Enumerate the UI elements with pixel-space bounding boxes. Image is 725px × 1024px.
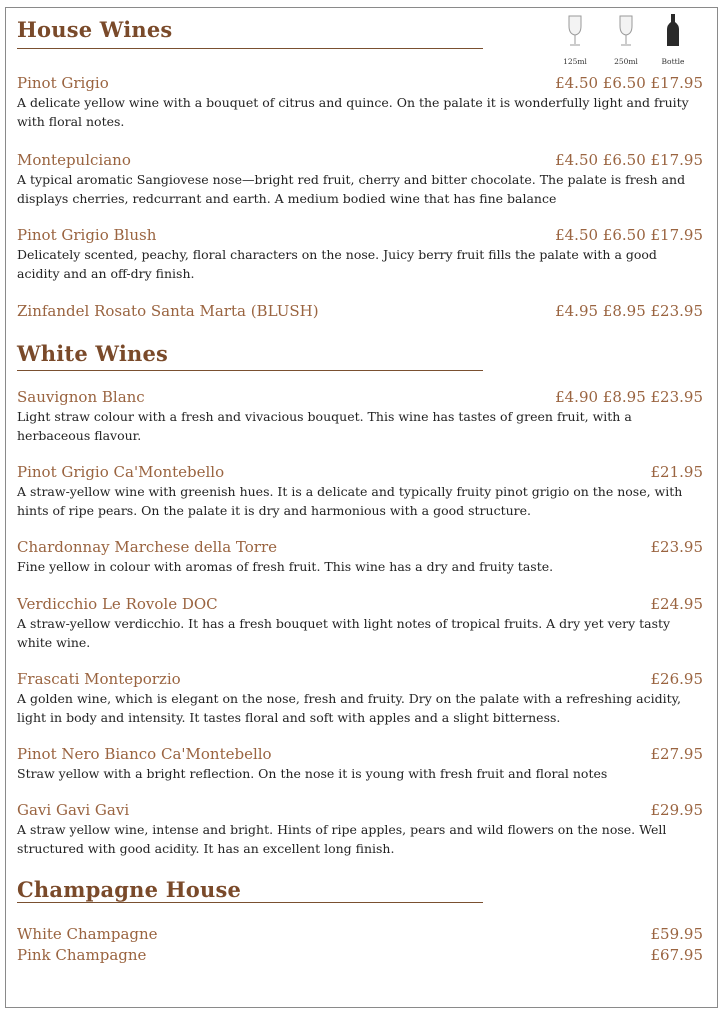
item-price: £23.95 bbox=[650, 538, 703, 556]
item-description: Delicately scented, peachy, floral characters on the nose. Juicy berry fruit fills the palate with a good acidity and an off-dry finish. bbox=[17, 247, 657, 281]
champagne-heading: Champagne House bbox=[17, 877, 242, 902]
item-name: Pink Champagne bbox=[17, 946, 147, 964]
menu-item bbox=[17, 595, 703, 652]
item-price: £29.95 bbox=[650, 801, 703, 819]
wine-glass-small-icon bbox=[557, 14, 593, 52]
item-name: Pinot Grigio Blush bbox=[17, 226, 157, 244]
size-label-bottle: Bottle bbox=[661, 57, 685, 66]
item-description: A straw-yellow wine with greenish hues. It is a delicate and typically fruity pinot grigio on the nose, with hints of ripe pears. On the palate it is dry and harmonious with a good structure. bbox=[17, 484, 683, 518]
item-price: £4.50 £6.50 £17.95 bbox=[555, 151, 703, 169]
champagne-rule bbox=[17, 902, 483, 903]
menu-item bbox=[17, 302, 703, 320]
item-price: £26.95 bbox=[650, 670, 703, 688]
menu-item bbox=[17, 151, 703, 208]
item-price: £4.95 £8.95 £23.95 bbox=[555, 302, 703, 320]
wine-glass-large-icon bbox=[608, 14, 644, 52]
item-name: White Champagne bbox=[17, 925, 158, 943]
item-name: Gavi Gavi Gavi bbox=[17, 801, 130, 819]
item-price: £4.50 £6.50 £17.95 bbox=[555, 74, 703, 92]
item-price: £21.95 bbox=[650, 463, 703, 481]
item-price: £59.95 bbox=[650, 925, 703, 943]
item-description: A straw-yellow verdicchio. It has a fresh bouquet with light notes of tropical fruits. A dry yet very tasty white wine. bbox=[17, 616, 671, 650]
size-label-125ml: 125ml bbox=[563, 57, 587, 66]
menu-item bbox=[17, 925, 703, 943]
white-wines-rule bbox=[17, 370, 483, 371]
menu-item bbox=[17, 670, 703, 727]
item-price: £67.95 bbox=[650, 946, 703, 964]
item-name: Chardonnay Marchese della Torre bbox=[17, 538, 278, 556]
item-price: £4.90 £8.95 £23.95 bbox=[555, 388, 703, 406]
menu-item bbox=[17, 388, 703, 445]
menu-item bbox=[17, 74, 703, 131]
item-description: Fine yellow in colour with aromas of fresh fruit. This wine has a dry and fruity taste. bbox=[17, 559, 554, 574]
item-name: Sauvignon Blanc bbox=[17, 388, 145, 406]
item-description: A typical aromatic Sangiovese nose—bright red fruit, cherry and bitter chocolate. The palate is fresh and displays cherries, redcurrant and earth. A medium bodied wine that has fine balance bbox=[17, 172, 686, 206]
item-name: Pinot Nero Bianco Ca'Montebello bbox=[17, 745, 272, 763]
item-name: Zinfandel Rosato Santa Marta (BLUSH) bbox=[17, 302, 319, 320]
item-description: Light straw colour with a fresh and vivacious bouquet. This wine has tastes of green fruit, with a herbaceous flavour. bbox=[17, 409, 632, 443]
item-name: Frascati Monteporzio bbox=[17, 670, 181, 688]
item-description: A golden wine, which is elegant on the nose, fresh and fruity. Dry on the palate with a refreshing acidity, light in body and intensity. It tastes floral and soft with apples and a slight bitterness. bbox=[17, 691, 681, 725]
menu-item bbox=[17, 946, 703, 964]
item-price: £4.50 £6.50 £17.95 bbox=[555, 226, 703, 244]
item-description: A straw yellow wine, intense and bright. Hints of ripe apples, pears and wild flowers on the nose. Well structured with good acidity. It has an excellent long finish. bbox=[17, 822, 667, 856]
item-name: Montepulciano bbox=[17, 151, 131, 169]
item-name: Pinot Grigio Ca'Montebello bbox=[17, 463, 225, 481]
item-name: Pinot Grigio bbox=[17, 74, 109, 92]
menu-item bbox=[17, 745, 703, 783]
size-label-250ml: 250ml bbox=[614, 57, 638, 66]
house-wines-heading: House Wines bbox=[17, 17, 173, 42]
item-description: Straw yellow with a bright reflection. On the nose it is young with fresh fruit and floral notes bbox=[17, 766, 608, 781]
menu-item bbox=[17, 463, 703, 520]
item-price: £24.95 bbox=[650, 595, 703, 613]
item-name: Verdicchio Le Rovole DOC bbox=[17, 595, 218, 613]
menu-item bbox=[17, 801, 703, 858]
item-description: A delicate yellow wine with a bouquet of citrus and quince. On the palate it is wonderfully light and fruity with floral notes. bbox=[17, 95, 689, 129]
wine-bottle-icon bbox=[655, 14, 691, 52]
house-wines-rule bbox=[17, 48, 483, 49]
menu-item bbox=[17, 538, 703, 576]
menu-item bbox=[17, 226, 703, 283]
item-price: £27.95 bbox=[650, 745, 703, 763]
white-wines-heading: White Wines bbox=[17, 341, 169, 366]
